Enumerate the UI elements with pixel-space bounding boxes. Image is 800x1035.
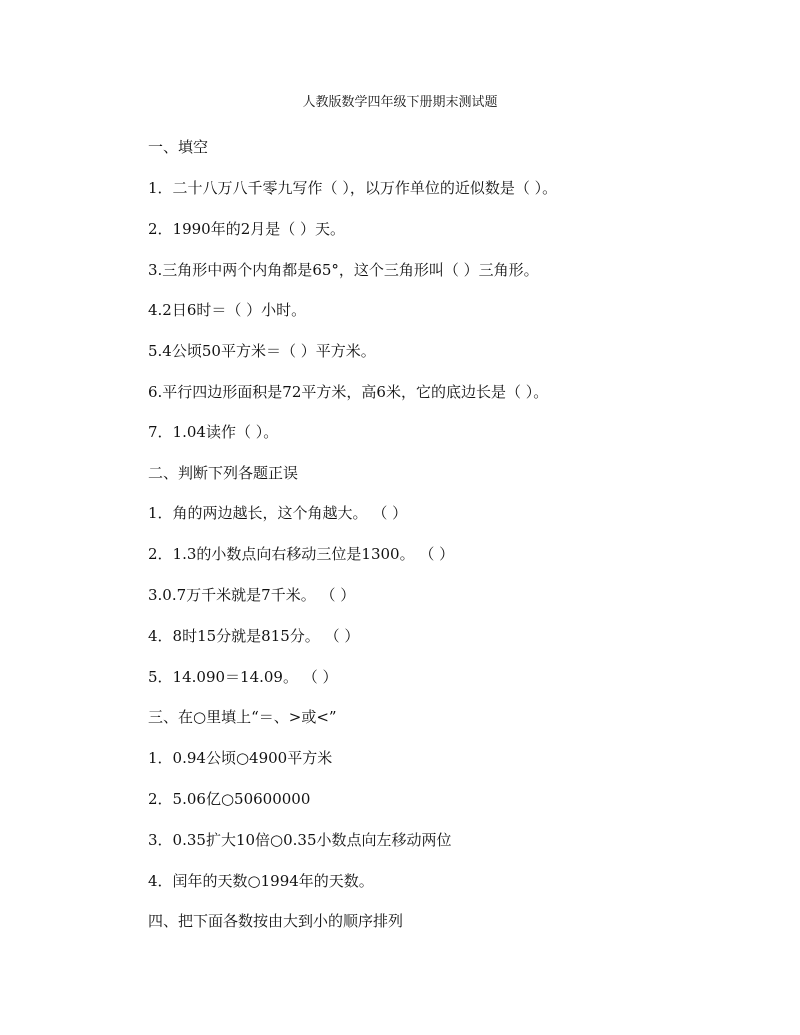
section-heading-compare: 三、在○里填上“＝、>或<” xyxy=(148,708,337,726)
section-heading-true-false: 二、判断下列各题正误 xyxy=(148,464,299,482)
question-line: 2．5.06亿○50600000 xyxy=(148,790,311,808)
question-line: 3.0.7万千米就是7千米。 （ ） xyxy=(148,586,356,604)
question-line: 7．1.04读作（ ）。 xyxy=(148,423,279,441)
question-line: 4.2日6时＝（ ）小时。 xyxy=(148,301,307,319)
question-line: 1．二十八万八千零九写作（ ），以万作单位的近似数是（ ）。 xyxy=(148,179,558,197)
question-line: 1．0.94公顷○4900平方米 xyxy=(148,749,333,767)
section-heading-fill-blank: 一、填空 xyxy=(148,138,209,156)
question-line: 4．8时15分就是815分。 （ ） xyxy=(148,627,360,645)
question-line: 1．角的两边越长，这个角越大。 （ ） xyxy=(148,504,408,522)
page-title: 人教版数学四年级下册期末测试题 xyxy=(302,95,498,110)
question-line: 3.三角形中两个内角都是65°，这个三角形叫（ ）三角形。 xyxy=(148,261,539,279)
question-line: 6.平行四边形面积是72平方米，高6米，它的底边长是（ ）。 xyxy=(148,383,549,401)
section-heading-ordering: 四、把下面各数按由大到小的顺序排列 xyxy=(148,912,404,930)
question-line: 4．闰年的天数○1994年的天数。 xyxy=(148,872,374,890)
question-line: 2．1990年的2月是（ ）天。 xyxy=(148,220,346,238)
question-line: 5.4公顷50平方米＝（ ）平方米。 xyxy=(148,342,376,360)
question-line: 3．0.35扩大10倍○0.35小数点向左移动两位 xyxy=(148,831,452,849)
question-line: 2．1.3的小数点向右移动三位是1300。 （ ） xyxy=(148,545,455,563)
question-line: 5．14.090＝14.09。 （ ） xyxy=(148,668,338,686)
